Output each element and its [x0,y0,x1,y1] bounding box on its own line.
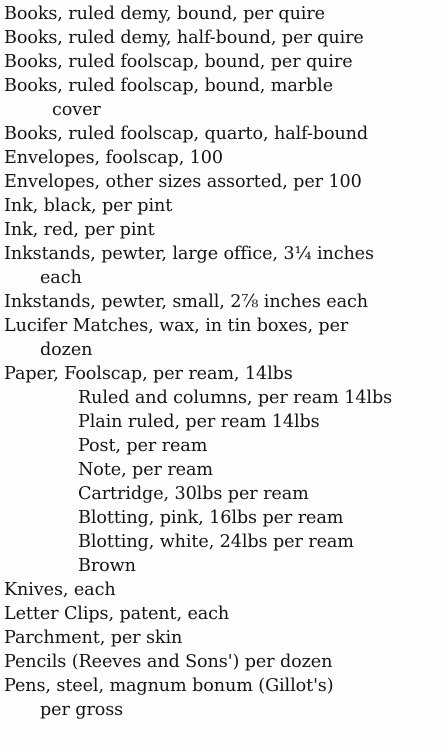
list-subitem: Blotting, white, 24lbs per ream [78,532,354,552]
list-item: Paper, Foolscap, per ream, 14lbs [4,364,293,384]
list-item: Inkstands, pewter, large office, 3¼ inches [4,244,374,264]
list-item: Books, ruled foolscap, bound, per quire [4,52,353,72]
list-subitem: Plain ruled, per ream 14lbs [78,412,320,432]
list-item-continuation: dozen [40,340,93,360]
list-item: Parchment, per skin [4,628,183,648]
list-subitem: Cartridge, 30lbs per ream [78,484,309,504]
list-item-continuation: per gross [40,700,124,720]
list-item-continuation: each [40,268,82,288]
list-subitem: Note, per ream [78,460,213,480]
list-item: Envelopes, foolscap, 100 [4,148,223,168]
list-item-continuation: cover [52,100,101,120]
list-item: Pencils (Reeves and Sons') per dozen [4,652,333,672]
list-item: Books, ruled foolscap, quarto, half-bound [4,124,369,144]
list-item: Letter Clips, patent, each [4,604,230,624]
list-item: Books, ruled demy, half-bound, per quire [4,28,364,48]
list-item: Ink, red, per pint [4,220,155,240]
list-item: Ink, black, per pint [4,196,173,216]
list-item: Books, ruled demy, bound, per quire [4,4,325,24]
list-item: Envelopes, other sizes assorted, per 100 [4,172,362,192]
list-subitem: Ruled and columns, per ream 14lbs [78,388,393,408]
list-item: Inkstands, pewter, small, 2⅞ inches each [4,292,368,312]
list-item: Pens, steel, magnum bonum (Gillot's) [4,676,334,696]
list-subitem: Brown [78,556,136,576]
list-item: Books, ruled foolscap, bound, marble [4,76,334,96]
list-item: Lucifer Matches, wax, in tin boxes, per [4,316,349,336]
list-subitem: Blotting, pink, 16lbs per ream [78,508,344,528]
list-subitem: Post, per ream [78,436,208,456]
list-item: Knives, each [4,580,116,600]
